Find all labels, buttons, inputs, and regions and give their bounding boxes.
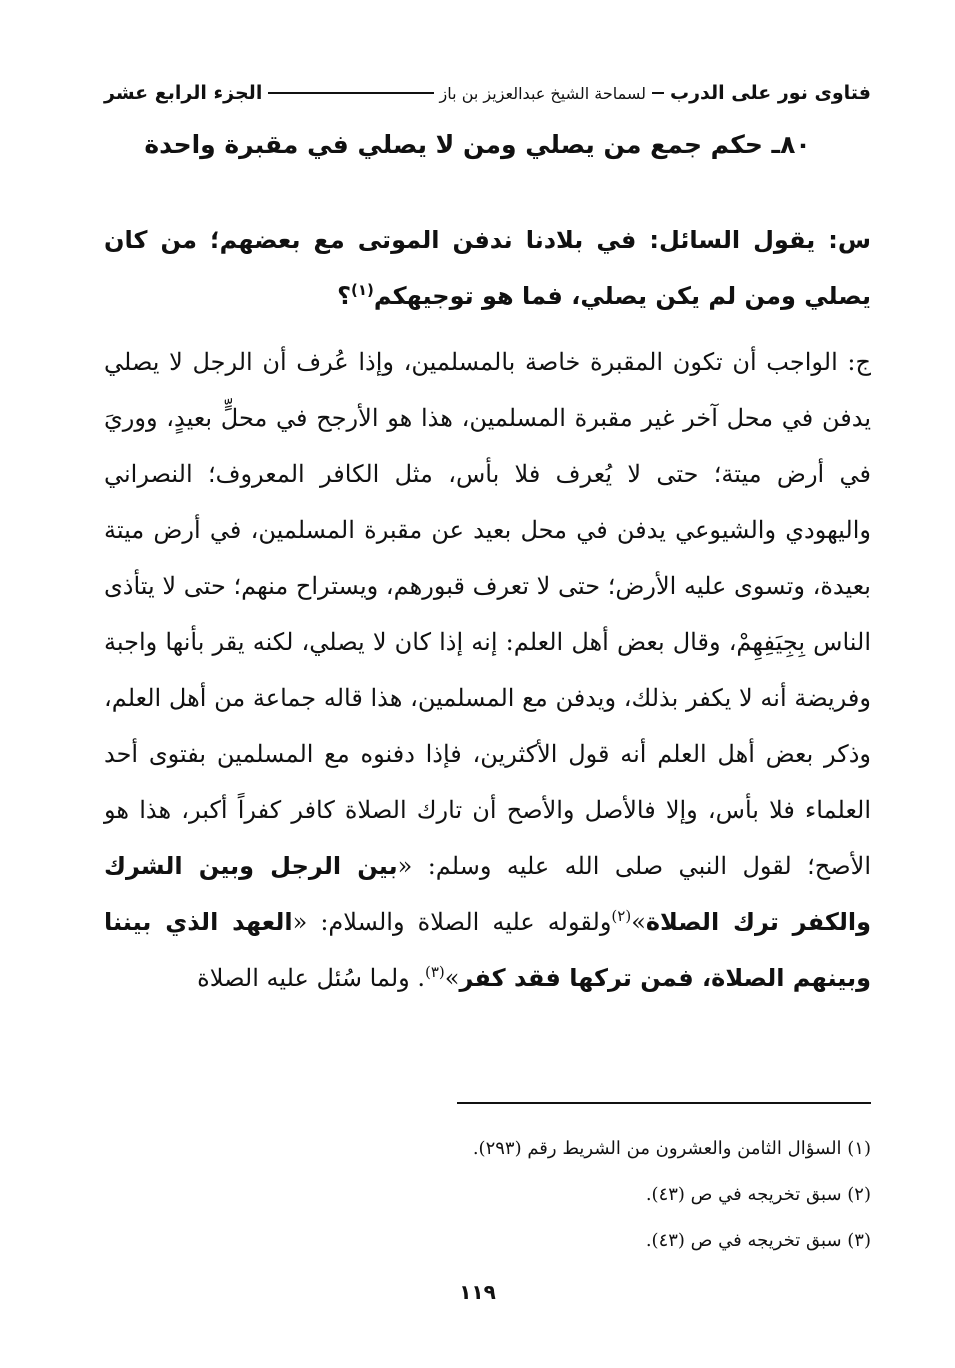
book-title: فتاوى نور على الدرب [670, 82, 871, 104]
running-head [104, 76, 871, 110]
footnote-ref-2: (٢) [611, 907, 632, 925]
footnote-3: (٣) سبق تخريجه في ص (٤٣). [645, 1230, 871, 1251]
question-text: س: يقول السائل: في بلادنا ندفن الموتى مع بعضهم؛ من كان يصلي ومن لم يكن يصلي، فما هو توجيهكم [104, 226, 871, 310]
hadith-quote-2: العهد الذي بيننا وبينهم الصلاة، فمن تركها فقد كفر [104, 908, 871, 992]
footnote-2: (٢) سبق تخريجه في ص (٤٣). [645, 1184, 871, 1205]
footnotes [140, 1126, 871, 1264]
question-mark: ؟ [337, 282, 351, 310]
question-paragraph [104, 212, 871, 324]
header-dash [652, 92, 664, 94]
header-rule [268, 92, 433, 94]
footnote-1: (١) السؤال الثامن والعشرون من الشريط رقم (٢٩٣). [472, 1138, 871, 1159]
chapter-title: ٨٠ـ حكم جمع من يصلي ومن لا يصلي في مقبرة واحدة [144, 130, 811, 159]
page-number: ١١٩ [459, 1280, 496, 1304]
answer-paragraph: ج: الواجب أن تكون المقبرة خاصة بالمسلمين، وإذا عُرف أن الرجل لا يصلي يدفن في محل آخر غير مقبرة المسلمين، هذا هو الأرجح في محلٍّ بعيدٍ، ووريَ في أرض ميتة؛ حتى لا يُعرف فلا بأس، مثل الكافر المعروف؛ النصراني واليهودي والشيوعي يدفن في محل بعيد عن مقبرة المسلمين، في أرض ميتة بعيدة، وتسوى عليه الأرض؛ حتى لا تعرف قبورهم، ويستراح منهم؛ حتى لا يتأذى الناس بِجِيَفِهِمْ، وقال بعض أهل العلم: إنه إذا كان لا يصلي، لكنه يقر بأنها واجبة وفريضة أنه لا يكفر بذلك، ويدفن مع المسلمين، هذا قاله جماعة من أهل العلم، وذكر بعض أهل العلم أنه قول الأكثرين، فإذا دفنوه مع المسلمين بفتوى أحد العلماء فلا بأس، وإلا فالأصل والأصح أن تارك الصلاة كافر كفراً أكبر، هذا هو الأصح؛ لقول النبي صلى الله عليه وسلم: «بين الرجل وبين الشرك والكفر ترك الصلاة»$^{(٢)}$ولقوله عليه الصلاة والسلام: «العهد الذي بيننا وبينهم الصلاة، فمن تركها فقد كفر»$^{(٣)}$. ولما سُئل عليه الصلاة [104, 348, 872, 992]
hadith-quote-1: بين الرجل وبين الشرك والكفر ترك الصلاة [104, 852, 871, 936]
volume-label: الجزء الرابع عشر [104, 82, 263, 104]
main-text [104, 212, 871, 1006]
answer-text-3: . ولما سُئل عليه الصلاة [197, 964, 425, 992]
footnote-separator [457, 1102, 871, 1104]
author-credit: لسماحة الشيخ عبدالعزيز بن باز [439, 83, 646, 103]
answer-text-1: ج: الواجب أن تكون المقبرة خاصة بالمسلمين، وإذا عُرف أن الرجل لا يصلي يدفن في محل آخر غير مقبرة المسلمين، هذا هو الأرجح في محلٍّ بعيدٍ، ووريَ في أرض ميتة؛ حتى لا يُعرف فلا بأس، مثل الكافر المعروف؛ النصراني واليهودي والشيوعي يدفن في محل بعيد عن مقبرة المسلمين، في أرض ميتة بعيدة، وتسوى عليه الأرض؛ حتى لا تعرف قبورهم، ويستراح منهم؛ حتى لا يتأذى الناس بِجِيَفِهِمْ، وقال بعض أهل العلم: إنه إذا كان لا يصلي، لكنه يقر بأنها واجبة وفريضة أنه لا يكفر بذلك، ويدفن مع المسلمين، هذا قاله جماعة من أهل العلم، وذكر بعض أهل العلم أنه قول الأكثرين، فإذا دفنوه مع المسلمين بفتوى أحد العلماء فلا بأس، وإلا فالأصل والأصح أن تارك الصلاة كافر كفراً أكبر، هذا هو الأصح؛ لقول النبي صلى الله عليه وسلم: « [104, 348, 872, 880]
footnote-ref-1: (١) [350, 281, 374, 299]
answer-text-2: ولقوله عليه الصلاة والسلام: « [292, 908, 612, 936]
footnote-ref-3: (٣) [425, 963, 445, 981]
